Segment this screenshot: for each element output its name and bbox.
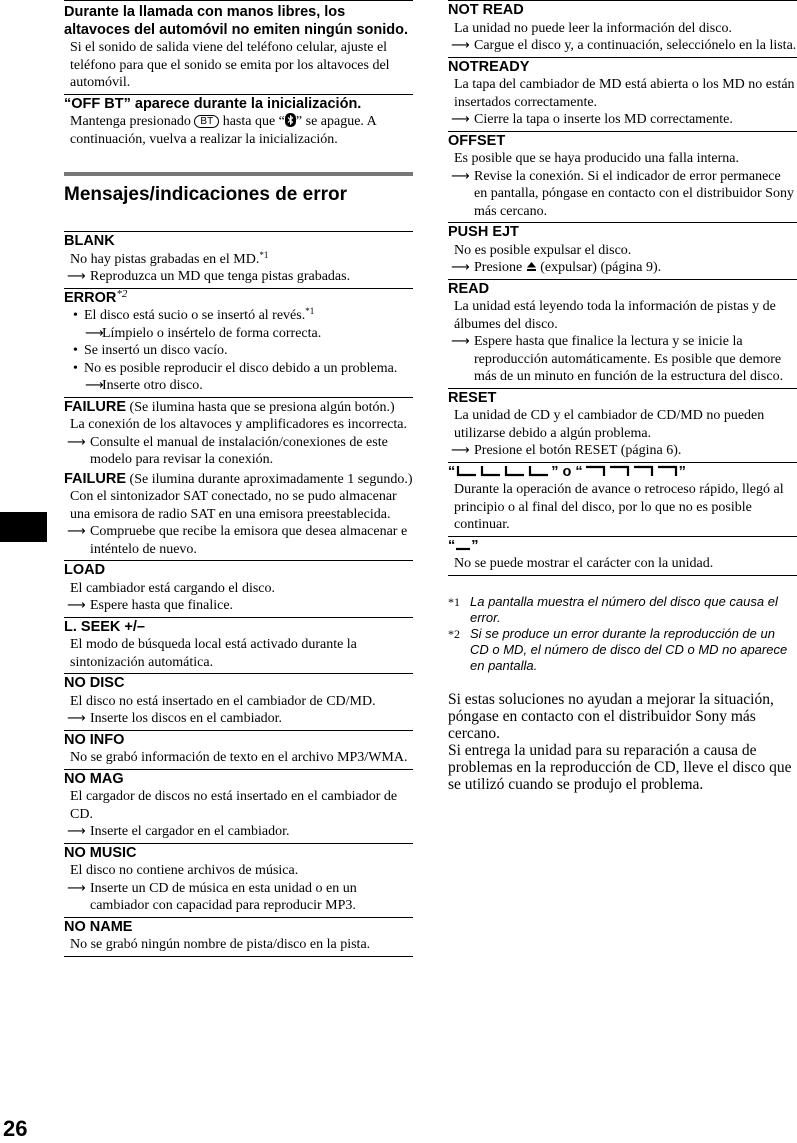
entry-noname: NO NAME No se grabó ningún nombre de pista/disco en la pista.	[64, 917, 413, 957]
left-column	[64, 0, 413, 957]
segment-high-display-icon	[583, 465, 679, 477]
footnotes	[448, 594, 797, 674]
section-tab-marker	[0, 512, 47, 542]
entry-nomag: NO MAG El cargador de discos no está insertado en el cambiador de CD. ⟶ Inserte el cargador en el cambiador.	[64, 769, 413, 843]
bluetooth-icon	[285, 113, 296, 127]
offbt-text-3: ” se apague. A continuación, vuelva a realizar la inicialización.	[70, 114, 376, 147]
offbt-text-1: Mantenga presionado	[70, 114, 191, 129]
entry-error: ERROR$^{*2}$ • El disco está sucio o se insertó al revés.$^{*1}$ ⟶ Límpielo o insértelo de forma correcta. • Se insertó un disco vacío. • No es posible reproducir el disco debido a un problema. ⟶ Inserte otro disco.	[64, 288, 413, 397]
section-title: Mensajes/indicaciones de error	[64, 184, 348, 205]
bt-button-label: BT	[194, 115, 219, 128]
right-arrow-icon: ⟶	[67, 711, 86, 726]
entry-load: LOAD El cambiador está cargando el disco. ⟶ Espere hasta que finalice.	[64, 560, 413, 617]
right-arrow-icon: ⟶	[451, 38, 470, 53]
underscore-display-icon	[455, 539, 471, 551]
entry-read: READ La unidad está leyendo toda la información de pistas y de álbumes del disco. ⟶ Espere hasta que finalice la lectura y se inicie la reproducción automáticamente. Es posible que demore más de un minuto en función de la estructura del disco.	[448, 279, 797, 388]
segment-low-display-icon	[455, 465, 551, 477]
entry-lseek: L. SEEK +/– El modo de búsqueda local está activado durante la sintonización automática.	[64, 617, 413, 674]
entry-handsfree-body: Si el sonido de salida viene del teléfono celular, ajuste el teléfono para que el sonido se emita por los altavoces del automóvil.	[70, 40, 390, 90]
right-arrow-icon: ⟶	[451, 443, 470, 458]
entry-nodisc: NO DISC El disco no está insertado en el cambiador de CD/MD. ⟶ Inserte los discos en el cambiador.	[64, 673, 413, 730]
footnote: *1 La pantalla muestra el número del disco que causa el error.	[448, 593, 778, 625]
right-arrow-icon: ⟶	[67, 524, 86, 539]
entry-reset: RESET La unidad de CD y el cambiador de CD/MD no pueden utilizarse debido a algún problema. ⟶ Presione el botón RESET (página 6).	[448, 388, 797, 462]
entry-pushejt: PUSH EJT No es posible expulsar el disco. ⟶ Presione (expulsar) (página 9).	[448, 222, 797, 279]
entry-notread: NOT READ La unidad no puede leer la información del disco. ⟶ Cargue el disco y, a continuación, selecciónelo en la lista.	[448, 0, 797, 57]
entry-offbt	[64, 94, 413, 151]
entry-segments: “ ” o “ ” Durante la operación de avance o retroceso rápido, llegó al principio o al final del disco, por lo que no es posible continuar.	[448, 462, 797, 536]
right-arrow-icon: ⟶	[67, 269, 86, 284]
entry-failure-2: FAILURE (Se ilumina durante aproximadamente 1 segundo.) Con el sintonizador SAT conectado, no se pudo almacenar una emisora de radio SAT en una emisora preestablecida. ⟶ Compruebe que recibe la emisora que desea almacenar e inténtelo de nuevo.	[64, 470, 413, 557]
entry-offbt-body	[64, 113, 413, 148]
list-item: • No es posible reproducir el disco debido a un problema. ⟶ Inserte otro disco.	[73, 360, 398, 393]
entry-head: BLANK	[64, 233, 115, 249]
entry-handsfree	[64, 1, 413, 94]
right-arrow-icon: ⟶	[451, 334, 470, 349]
right-arrow-icon: ⟶	[451, 168, 470, 184]
right-arrow-icon: ⟶	[451, 260, 470, 275]
entry-offset: OFFSET Es posible que se haya producido una falla interna. ⟶ Revise la conexión. Si el indicador de error permanece en pantalla, póngase en contacto con el distribuidor Sony más cercano.	[448, 131, 797, 223]
entry-blank: BLANK No hay pistas grabadas en el MD.$^{*1}$ ⟶ Reproduzca un MD que tenga pistas grabadas.	[64, 231, 413, 288]
right-arrow-icon: ⟶	[67, 824, 86, 839]
offbt-text-2: hasta que “	[222, 114, 285, 129]
right-arrow-icon: ⟶	[451, 112, 470, 127]
right-arrow-icon: ⟶	[85, 325, 104, 341]
eject-icon	[526, 260, 537, 275]
page-number: 26	[3, 1116, 28, 1141]
entry-nomusic: NO MUSIC El disco no contiene archivos de música. ⟶ Inserte un CD de música en esta unidad o en un cambiador con capacidad para reproducir MP3.	[64, 843, 413, 917]
right-arrow-icon: ⟶	[67, 434, 86, 450]
right-arrow-icon: ⟶	[85, 378, 104, 393]
list-item: • El disco está sucio o se insertó al revés.$^{*1}$ ⟶ Límpielo o insértelo de forma correcta.	[73, 306, 322, 341]
footnote: *2 Si se produce un error durante la reproducción de un CD o MD, el número de disco del CD o MD no aparece en pantalla.	[448, 625, 788, 673]
right-column	[448, 0, 797, 793]
entry-noinfo: NO INFO No se grabó información de texto en el archivo MP3/WMA.	[64, 730, 413, 769]
closing-text: Si estas soluciones no ayudan a mejorar la situación, póngase en contacto con el distribuidor Sony más cercano. Si entrega la unidad para su reparación a causa de problemas en la reproducción de CD, lleve el disco que se utilizó cuando se produjo el problema.	[448, 690, 792, 793]
entry-offbt-title: “OFF BT” aparece durante la inicialización.	[64, 95, 362, 112]
right-arrow-icon: ⟶	[67, 880, 86, 896]
entry-notready: NOTREADY La tapa del cambiador de MD está abierta o los MD no están insertados correctamente. ⟶ Cierre la tapa o inserte los MD correctamente.	[448, 57, 797, 131]
list-item: • Se insertó un disco vacío.	[73, 343, 228, 358]
entry-handsfree-title: Durante la llamada con manos libres, los altavoces del automóvil no emiten ningún sonido.	[64, 4, 409, 38]
right-arrow-icon: ⟶	[67, 598, 86, 613]
entry-failure-1: FAILURE (Se ilumina hasta que se presiona algún botón.) La conexión de los altavoces y amplificadores es incorrecta. ⟶ Consulte el manual de instalación/conexiones de este modelo para revisar la conexión.	[64, 397, 413, 471]
entry-underscore: “ ” No se puede mostrar el carácter con la unidad.	[448, 536, 797, 576]
